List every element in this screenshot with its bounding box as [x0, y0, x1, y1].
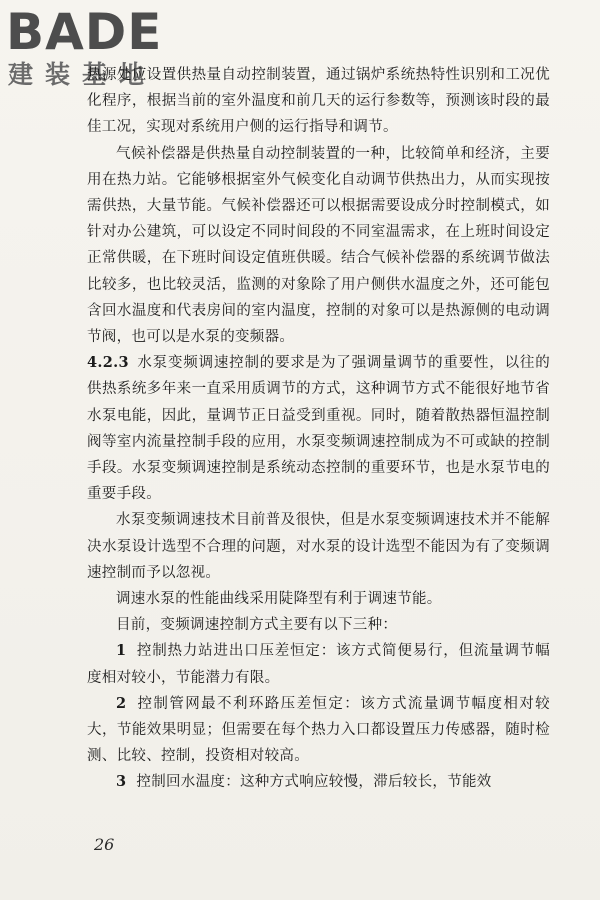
list-number: 3 — [116, 773, 127, 791]
list-number: 2 — [116, 694, 127, 712]
paragraph-text: 调速水泵的性能曲线采用陡降型有利于调速节能。 — [116, 591, 442, 608]
list-item-2 — [87, 691, 550, 770]
paragraph-text: 水泵变频调速控制的要求是为了强调量调节的重要性，以往的供热系统多年来一直采用质调节的方式，这种调节方式不能很好地节省水泵电能，因此，量调节正日益受到重视。同时，随着散热器恒温控制阀等室内流量控制手段的应用，水泵变频调速控制成为不可或缺的控制手段。水泵变频调速控制是系统动态控制的重要环节，也是水泵节电的重要手段。 — [87, 355, 550, 503]
list-text: 控制回水温度：这种方式响应较慢，滞后较长，节能效 — [136, 774, 492, 791]
paragraph-text: 水泵变频调速技术目前普及很快，但是水泵变频调速技术并不能解决水泵设计选型不合理的问题，对水泵的设计选型不能因为有了变频调速控制而予以忽视。 — [87, 512, 550, 581]
paragraph-5 — [87, 586, 550, 612]
paragraph-text: 目前，变频调速控制方式主要有以下三种： — [116, 617, 398, 634]
paragraph-6 — [87, 612, 550, 638]
paragraph-2 — [87, 141, 550, 351]
paragraph-text: 气候补偿器是供热量自动控制装置的一种，比较简单和经济，主要用在热力站。它能够根据室外气候变化自动调节供热出力，从而实现按需供热，大量节能。气候补偿器还可以根据需要设成分时控制模式，如针对办公建筑，可以设定不同时间段的不同室温需求，在上班时间设定正常供暖，在下班时间设定值班供暖。结合气候补偿器的系统调节做法比较多，也比较灵活，监测的对象除了用户侧供水温度之外，还可能包含回水温度和代表房间的室内温度，控制的对象可以是热源侧的电动调节阀，也可以是水泵的变频器。 — [87, 145, 550, 346]
list-item-3 — [87, 769, 550, 795]
paragraph-4 — [87, 507, 550, 586]
section-4-2-3 — [87, 350, 550, 507]
paragraph-text: 热源处应设置供热量自动控制装置，通过锅炉系统热特性识别和工况优化程序，根据当前的室外温度和前几天的运行参数等，预测该时段的最佳工况，实现对系统用户侧的运行指导和调节。 — [87, 67, 550, 136]
list-item-1 — [87, 638, 550, 690]
list-text: 控制管网最不利环路压差恒定：该方式流量调节幅度相对较大，节能效果明显；但需要在每个热力入口都设置压力传感器，随时检测、比较、控制，投资相对较高。 — [87, 695, 550, 765]
section-number: 4.2.3 — [87, 354, 129, 372]
page-number: 26 — [94, 835, 115, 854]
list-text: 控制热力站进出口压差恒定：该方式简便易行，但流量调节幅度相对较小，节能潜力有限。 — [87, 643, 550, 686]
paragraph-1 — [87, 62, 550, 141]
list-number: 1 — [116, 642, 127, 660]
body-text — [87, 62, 550, 796]
logo-wordmark: BADE — [6, 3, 163, 61]
logo-subtitle: 建装基地 — [8, 60, 157, 89]
